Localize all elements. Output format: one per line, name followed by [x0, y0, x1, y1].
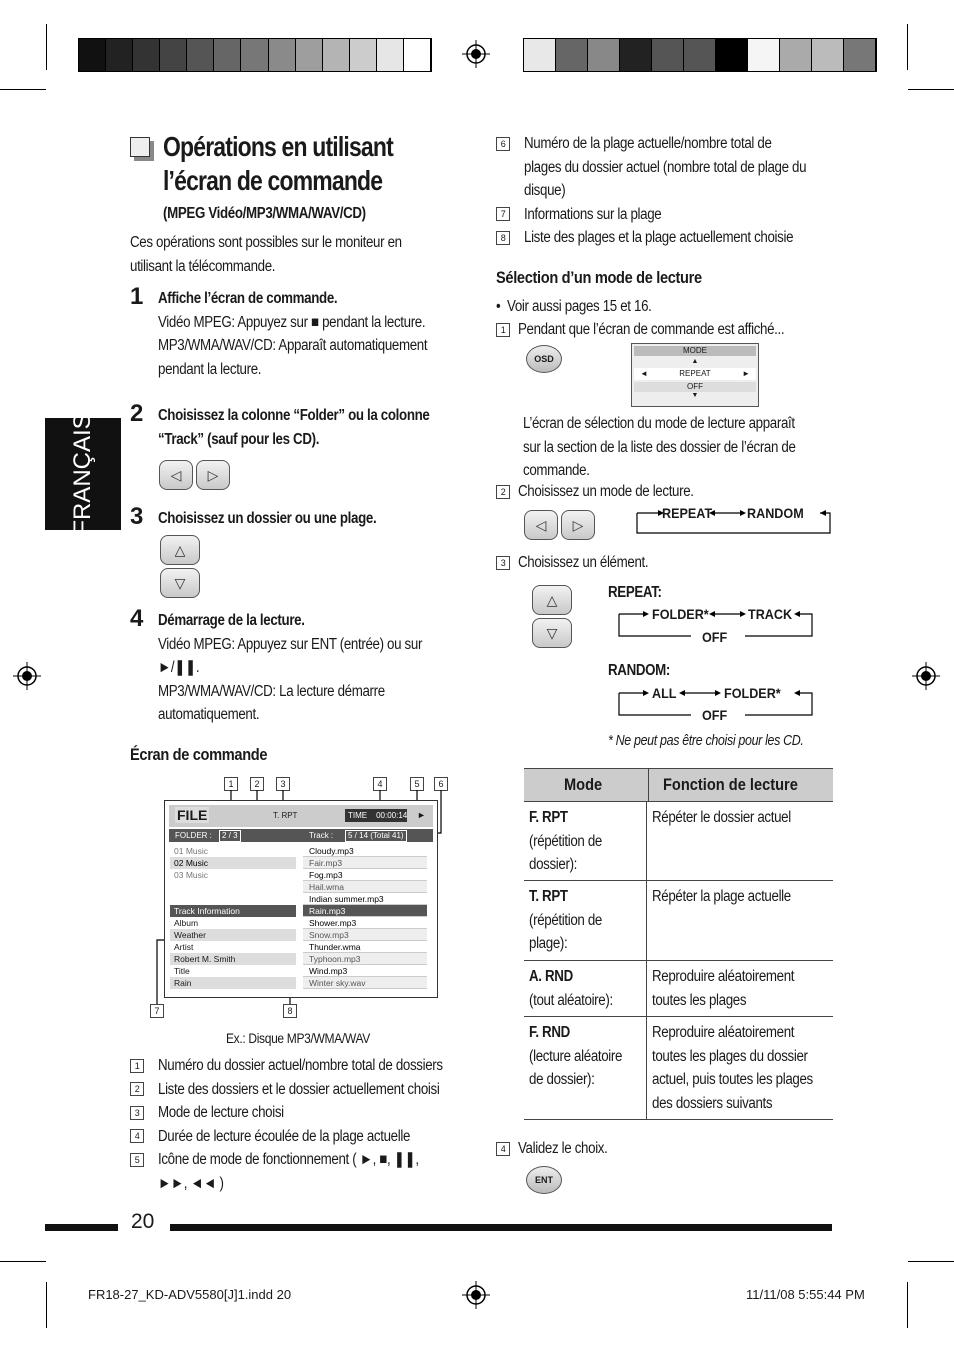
track-item[interactable]: Snow.mp3 — [303, 929, 427, 941]
down-arrow-icon: ▽ — [546, 624, 558, 641]
track-info-item: Rain — [170, 977, 296, 989]
step-number: 4 — [130, 605, 144, 632]
mode-cell: F. RPT (répétition de dossier): — [529, 809, 602, 873]
legend-item: 1 Numéro du dossier actuel/nombre total de dossiers — [130, 1054, 470, 1078]
mode-mini-screen: MODE ▲ ◄ REPEAT ► OFF ▼ — [631, 343, 759, 407]
step-3-text: Choisissez un dossier ou une plage. — [158, 510, 377, 527]
legend-item: 5 Icône de mode de fonctionnement ( ►, ■, ❚❚, — [130, 1148, 470, 1172]
color-swatch — [377, 39, 404, 71]
right-button[interactable] — [561, 510, 595, 540]
track-item[interactable]: Thunder.wma — [303, 941, 427, 953]
track-info-item: Robert M. Smith — [170, 953, 296, 965]
track-info-header: Track Information — [170, 905, 296, 917]
footnote: * Ne peut pas être choisi pour les CD. — [608, 733, 804, 749]
play-icon: ► — [417, 810, 426, 820]
function-cell: Répéter le dossier actuel — [652, 809, 791, 826]
mode-table — [524, 768, 833, 1120]
legend-item: 4 Durée de lecture écoulée de la plage actuelle — [130, 1125, 470, 1149]
up-arrow-icon: △ — [174, 541, 186, 558]
track-item[interactable]: Hail.wma — [303, 881, 427, 893]
title-square-icon — [130, 137, 150, 157]
color-bars-left — [78, 38, 432, 72]
mode-step-4: 4 Validez le choix. — [496, 1137, 622, 1161]
screen-info-bar: FOLDER : 2 / 3 Track : 5 / 14 (Total 41) — [169, 829, 433, 842]
color-swatch — [404, 39, 431, 71]
crop-mark — [908, 89, 954, 90]
mode-step-3: 3 Choisissez un élément. — [496, 551, 669, 575]
track-info-list — [170, 917, 296, 989]
color-swatch — [620, 39, 652, 71]
step-2-text: Choisissez la colonne “Folder” ou la colonne “Track” (sauf pour les CD). — [158, 407, 430, 448]
left-button[interactable] — [524, 510, 558, 540]
left-button[interactable] — [159, 460, 193, 490]
color-swatch — [684, 39, 716, 71]
legend-item: ►►, ◄◄ ) — [158, 1174, 224, 1192]
legend-item: 8 Liste des plages et la plage actuellement choisie — [496, 226, 836, 250]
color-swatch — [524, 39, 556, 71]
crop-mark — [0, 89, 46, 90]
legend-list — [130, 1054, 470, 1195]
legend-item: 6 Numéro de la plage actuelle/nombre total de — [496, 132, 836, 156]
registration-mark-icon — [462, 1281, 490, 1309]
registration-mark-icon — [912, 662, 940, 690]
callout-1: 1 — [224, 777, 238, 791]
registration-mark-icon — [13, 662, 41, 690]
language-tab — [45, 413, 121, 535]
callout-5: 5 — [410, 777, 424, 791]
left-arrow-icon: ◁ — [170, 466, 182, 483]
command-screen — [164, 800, 438, 998]
callout-7: 7 — [150, 1004, 164, 1018]
footer-date: 11/11/08 5:55:44 PM — [746, 1287, 865, 1302]
color-swatch — [269, 39, 296, 71]
legend-item: 2 Liste des dossiers et le dossier actuellement choisi — [130, 1078, 470, 1102]
mode-cycle-diagram — [630, 503, 835, 543]
color-swatch — [79, 39, 106, 71]
color-swatch — [323, 39, 350, 71]
down-button[interactable] — [160, 568, 200, 598]
track-info-item: Title — [170, 965, 296, 977]
right-button[interactable] — [196, 460, 230, 490]
color-swatch — [780, 39, 812, 71]
step-number: 2 — [130, 400, 144, 427]
color-swatch — [716, 39, 748, 71]
crop-mark — [907, 24, 908, 70]
screen-section-heading: Écran de commande — [130, 745, 268, 764]
callout-8: 8 — [283, 1004, 297, 1018]
random-label: RANDOM: — [608, 662, 671, 679]
mode-step-1: 1 Pendant que l’écran de commande est affiché... — [496, 318, 827, 342]
table-header-mode: Mode — [524, 769, 649, 802]
mode-bullet: • Voir aussi pages 15 et 16. — [496, 298, 652, 315]
step-number: 3 — [130, 503, 144, 530]
function-cell: Reproduire aléatoirement toutes les plages du dossier actuel, puis toutes les plages des dossiers suivants — [652, 1024, 813, 1112]
folder-item[interactable]: 02 Music — [170, 857, 296, 869]
up-arrow-icon: △ — [546, 591, 558, 608]
repeat-track: TRACK — [748, 606, 793, 622]
folder-list — [170, 845, 296, 881]
color-swatch — [187, 39, 214, 71]
step-1-text: Affiche l’écran de commande. Vidéo MPEG: Appuyez sur ■ pendant la lecture. MP3/WMA/WAV/CD: Apparaît automatiquement pendant la lecture. — [158, 290, 428, 378]
color-bars-right — [523, 38, 877, 72]
page-rule-right — [170, 1224, 832, 1231]
legend-item: disque) — [524, 182, 566, 199]
mode-step-1-desc: L’écran de sélection du mode de lecture apparaît sur la section de la liste des dossier de l’écran de commande. — [523, 415, 796, 479]
track-item[interactable]: Fair.mp3 — [303, 857, 427, 869]
legend-item: 3 Mode de lecture choisi — [130, 1101, 470, 1125]
callout-3: 3 — [276, 777, 290, 791]
color-swatch — [214, 39, 241, 71]
right-arrow-icon: ▷ — [572, 516, 584, 533]
crop-mark — [46, 1282, 47, 1328]
track-info-item: Artist — [170, 941, 296, 953]
table-row — [524, 1017, 833, 1120]
repeat-off: OFF — [702, 629, 728, 645]
mode-step-2: 2 Choisissez un mode de lecture. — [496, 480, 722, 504]
cycle-random: RANDOM — [747, 505, 804, 521]
function-cell: Répéter la plage actuelle — [652, 888, 791, 905]
crop-mark — [0, 1261, 46, 1262]
callout-2: 2 — [250, 777, 264, 791]
cycle-repeat: REPEAT — [662, 505, 713, 521]
color-swatch — [133, 39, 160, 71]
left-arrow-icon: ◁ — [535, 516, 547, 533]
color-swatch — [296, 39, 323, 71]
subtitle: (MPEG Vidéo/MP3/WMA/WAV/CD) — [163, 205, 366, 222]
crop-mark — [908, 1261, 954, 1262]
table-row — [524, 802, 833, 881]
track-info-item: Album — [170, 917, 296, 929]
table-row — [524, 881, 833, 961]
left-arrow-icon: ◄ — [640, 369, 648, 378]
up-arrow-icon: ▲ — [691, 358, 699, 365]
up-button[interactable] — [160, 535, 200, 565]
track-item[interactable]: Indian summer.mp3 — [303, 893, 427, 905]
repeat-folder: FOLDER* — [652, 606, 709, 622]
ent-button[interactable]: ENT — [526, 1166, 562, 1194]
function-cell: Reproduire aléatoirement toutes les plages — [652, 968, 795, 1009]
track-info-item: Weather — [170, 929, 296, 941]
track-item[interactable]: Wind.mp3 — [303, 965, 427, 977]
registration-mark-icon — [462, 40, 490, 68]
track-item[interactable]: Rain.mp3 — [303, 905, 427, 917]
callout-4: 4 — [373, 777, 387, 791]
page-number: 20 — [131, 1210, 155, 1233]
down-arrow-icon: ▽ — [174, 574, 186, 591]
up-button[interactable] — [532, 585, 572, 615]
right-arrow-icon: ► — [742, 369, 750, 378]
track-item[interactable]: Cloudy.mp3 — [303, 845, 427, 857]
step-4-text: Démarrage de la lecture. Vidéo MPEG: Appuyez sur ENT (entrée) ou sur ►/❚❚. MP3/WMA/WAV/CD: La lecture démarre automatiquement. — [158, 612, 423, 723]
table-row — [524, 961, 833, 1017]
random-all: ALL — [652, 685, 677, 701]
legend-item: 7 Informations sur la plage — [496, 203, 836, 227]
mode-section-heading: Sélection d’un mode de lecture — [496, 268, 702, 287]
color-swatch — [812, 39, 844, 71]
color-swatch — [556, 39, 588, 71]
language-label: FRANÇAIS — [69, 413, 96, 535]
page-title: Opérations en utilisant l’écran de commande — [163, 131, 393, 196]
callout-6: 6 — [434, 777, 448, 791]
mode-cell: F. RND (lecture aléatoire de dossier): — [529, 1024, 623, 1088]
time-display: TIME 00:00:14 — [345, 809, 407, 822]
track-item[interactable]: Fog.mp3 — [303, 869, 427, 881]
legend-item: plages du dossier actuel (nombre total de plage du — [524, 158, 807, 176]
right-arrow-icon: ▷ — [207, 466, 219, 483]
crop-mark — [46, 24, 47, 70]
color-swatch — [106, 39, 133, 71]
repeat-label: REPEAT: — [608, 584, 662, 601]
folder-item[interactable]: 03 Music — [170, 869, 296, 881]
footer-file: FR18-27_KD-ADV5580[J]1.indd 20 — [88, 1287, 292, 1302]
mode-cell: A. RND (tout aléatoire): — [529, 968, 613, 1009]
track-item[interactable]: Winter sky.wav — [303, 977, 427, 989]
color-swatch — [160, 39, 187, 71]
folder-item[interactable]: 01 Music — [170, 845, 296, 857]
color-swatch — [748, 39, 780, 71]
osd-button[interactable]: OSD — [526, 345, 562, 373]
mode-label: T. RPT — [273, 811, 298, 820]
color-swatch — [241, 39, 268, 71]
table-header-function: Fonction de lecture — [662, 775, 798, 794]
page-rule-left — [45, 1224, 118, 1231]
down-arrow-icon: ▼ — [691, 392, 699, 399]
step-number: 1 — [130, 283, 144, 310]
track-list — [303, 845, 427, 989]
color-swatch — [652, 39, 684, 71]
intro-text: Ces opérations sont possibles sur le moniteur en utilisant la télécommande. — [130, 234, 402, 275]
random-off: OFF — [702, 707, 728, 723]
track-item[interactable]: Typhoon.mp3 — [303, 953, 427, 965]
color-swatch — [588, 39, 620, 71]
screen-caption: Ex.: Disque MP3/WMA/WAV — [226, 1030, 370, 1046]
down-button[interactable] — [532, 618, 572, 648]
legend-list-continued — [496, 132, 836, 250]
mode-cell: T. RPT (répétition de plage): — [529, 888, 602, 952]
color-swatch — [844, 39, 876, 71]
random-folder: FOLDER* — [724, 685, 781, 701]
color-swatch — [350, 39, 377, 71]
crop-mark — [907, 1282, 908, 1328]
track-item[interactable]: Shower.mp3 — [303, 917, 427, 929]
file-label: FILE — [177, 807, 208, 823]
